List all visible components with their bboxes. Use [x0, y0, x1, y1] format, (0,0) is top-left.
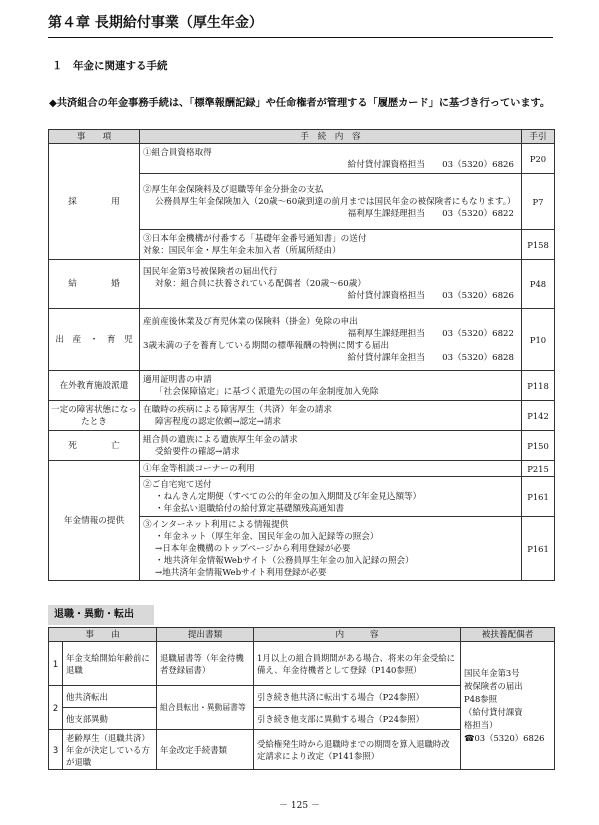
- ref: P118: [522, 371, 555, 401]
- line: 産前産後休業及び育児休業の保険料（掛金）免除の申出: [143, 316, 358, 327]
- contact: 給付貸付課資格担当 03（5320）6826: [347, 291, 514, 301]
- header-docs: 提出書類: [157, 628, 254, 642]
- contact: 給付貸付課年金担当 03（5320）6828: [347, 352, 514, 363]
- category-disability: 一定の障害状態になったとき: [49, 401, 140, 431]
- ref: P150: [522, 431, 555, 461]
- doc: 退職届書等（年金待機者登録届書）: [157, 642, 254, 686]
- row-no: 1: [49, 642, 63, 686]
- line: ・年金ネット（厚生年金、国民年金の加入記録等の照会）: [155, 531, 379, 542]
- line: 適用証明書の申請: [143, 374, 212, 385]
- header-content: 内 容: [254, 628, 461, 642]
- intro-text: ◆共済組合の年金事務手続は、「標準報酬記録」や任命権者が管理する「履歴カード」に基づき行っています。: [49, 98, 551, 109]
- phone: ☎03（5320）6826: [464, 732, 545, 743]
- spouse-note: [461, 642, 555, 770]
- entry-hiring-1: [140, 144, 522, 174]
- line: 対象：国民年金・厚生年金未加入者（所属所経由）: [143, 245, 341, 256]
- entry-info-2: [140, 477, 522, 517]
- content: 受給権発生時から退職時までの期間を算入退職時改定請求により改定（P141参照）: [254, 730, 461, 770]
- line: P48参照: [464, 693, 498, 704]
- category-death: 死 亡: [49, 431, 140, 461]
- header-item: 事 項: [49, 130, 140, 144]
- contact: 給付貸付課資格担当 03（5320）6826: [347, 159, 514, 170]
- row-no: 2: [49, 686, 63, 730]
- category-overseas: 在外教育施設派遣: [49, 371, 140, 401]
- header-ref: 手引: [522, 130, 555, 144]
- header-procedure: 手 続 内 容: [140, 130, 522, 144]
- entry-childbirth: [140, 309, 522, 371]
- line: ・地共済年金情報Webサイト（公務員厚生年金の加入記録の照会）: [155, 555, 414, 566]
- entry-hiring-2: [140, 174, 522, 230]
- ref: P158: [522, 230, 555, 260]
- content: 引き続き他共済に転出する場合（P24参照）: [254, 686, 461, 708]
- line: 格担当）: [464, 719, 498, 730]
- section-title: １ 年金に関連する手続: [52, 60, 168, 72]
- reason: 他共済転出: [63, 686, 157, 708]
- entry-marriage: [140, 260, 522, 309]
- line: ・ねんきん定期便（すべての公的年金の加入期間及び年金見込額等）: [155, 491, 422, 502]
- line: ②ご自宅宛て送付: [143, 479, 212, 490]
- section2-title: 退職・異動・転出: [48, 605, 154, 625]
- reason: 老齢厚生（退職共済）年金が決定している方が退職: [63, 730, 157, 770]
- entry-info-1: [140, 461, 522, 477]
- category-hiring: 採 用: [49, 144, 140, 260]
- ref: P7: [522, 174, 555, 230]
- ref: P161: [522, 517, 555, 581]
- line: 受給要件の確認→請求: [155, 446, 240, 457]
- line: 在職時の疾病による障害厚生（共済）年金の請求: [143, 404, 333, 415]
- line: ③日本年金機構が付番する「基礎年金番号通知書」の送付: [143, 233, 367, 244]
- ref: P161: [522, 477, 555, 517]
- entry-death: [140, 431, 522, 461]
- doc: 年金改定手続書類: [157, 730, 254, 770]
- line: 対象：組合員に扶養されている配偶者（20歳～60歳）: [155, 279, 366, 289]
- line: 国民年金第3号: [464, 667, 520, 678]
- ref: P20: [522, 144, 555, 174]
- line: ・年金払い退職給付の給付算定基礎額残高通知書: [155, 503, 345, 514]
- header-spouse: 被扶養配偶者: [461, 628, 555, 642]
- chapter-rule: [48, 37, 553, 38]
- line: ②厚生年金保険料及び退職等年金分掛金の支払: [143, 184, 324, 195]
- entry-info-3: [140, 517, 522, 581]
- line: 障害程度の認定依頼→認定→請求: [155, 416, 282, 427]
- reason: 他支部異動: [63, 708, 157, 730]
- category-pension-info: 年金情報の提供: [49, 461, 140, 581]
- line: →地共済年金情報Webサイト利用登録が必要: [155, 567, 327, 578]
- entry-hiring-3: [140, 230, 522, 260]
- content: 1月以上の組合員期間がある場合、将来の年金受給に備え、年金待機者として登録（P140参照）: [254, 642, 461, 686]
- line: ①組合員資格取得: [143, 147, 212, 158]
- line: →日本年金機構のトップページから利用登録が必要: [155, 543, 351, 554]
- category-childbirth: 出 産 ・ 育 児: [49, 309, 140, 371]
- entry-overseas: [140, 371, 522, 401]
- contact: 福利厚生課経理担当 03（5320）6822: [347, 328, 514, 339]
- ref: P142: [522, 401, 555, 431]
- header-reason: 事 由: [49, 628, 157, 642]
- page-number: － 125 －: [279, 801, 320, 811]
- line: 「社会保障協定」に基づく派遣先の国の年金制度加入免除: [155, 386, 379, 397]
- entry-disability: [140, 401, 522, 431]
- line: 国民年金第3号被保険者の届出代行: [143, 267, 278, 277]
- ref: P215: [522, 461, 555, 477]
- line: （給付貸付課資: [464, 706, 523, 717]
- procedure-table: [48, 129, 555, 581]
- chapter-title: 第４章 長期給付事業（厚生年金）: [48, 15, 263, 31]
- reason: 年金支給開始年齢前に退職: [63, 642, 157, 686]
- retirement-table: [48, 627, 555, 770]
- row-no: 3: [49, 730, 63, 770]
- category-marriage: 結 婚: [49, 260, 140, 309]
- line: ①年金等相談コーナーの利用: [143, 463, 255, 474]
- line: 被保険者の届出: [464, 680, 523, 691]
- contact: 福利厚生課経理担当 03（5320）6822: [347, 208, 514, 219]
- doc: 組合員転出・異動届書等: [157, 686, 254, 730]
- line: 3歳未満の子を養育している期間の標準報酬の特例に関する届出: [143, 340, 390, 351]
- line: 公務員厚生年金保険加入（20歳～60歳到達の前月までは国民年金の被保険者にもなります。）: [155, 196, 516, 207]
- line: 組合員の遺族による遺族厚生年金の請求: [143, 434, 298, 445]
- ref: P48: [522, 260, 555, 309]
- content: 引き続き他支部に異動する場合（P24参照）: [254, 708, 461, 730]
- line: ③インターネット利用による情報提供: [143, 519, 289, 530]
- ref: P10: [522, 309, 555, 371]
